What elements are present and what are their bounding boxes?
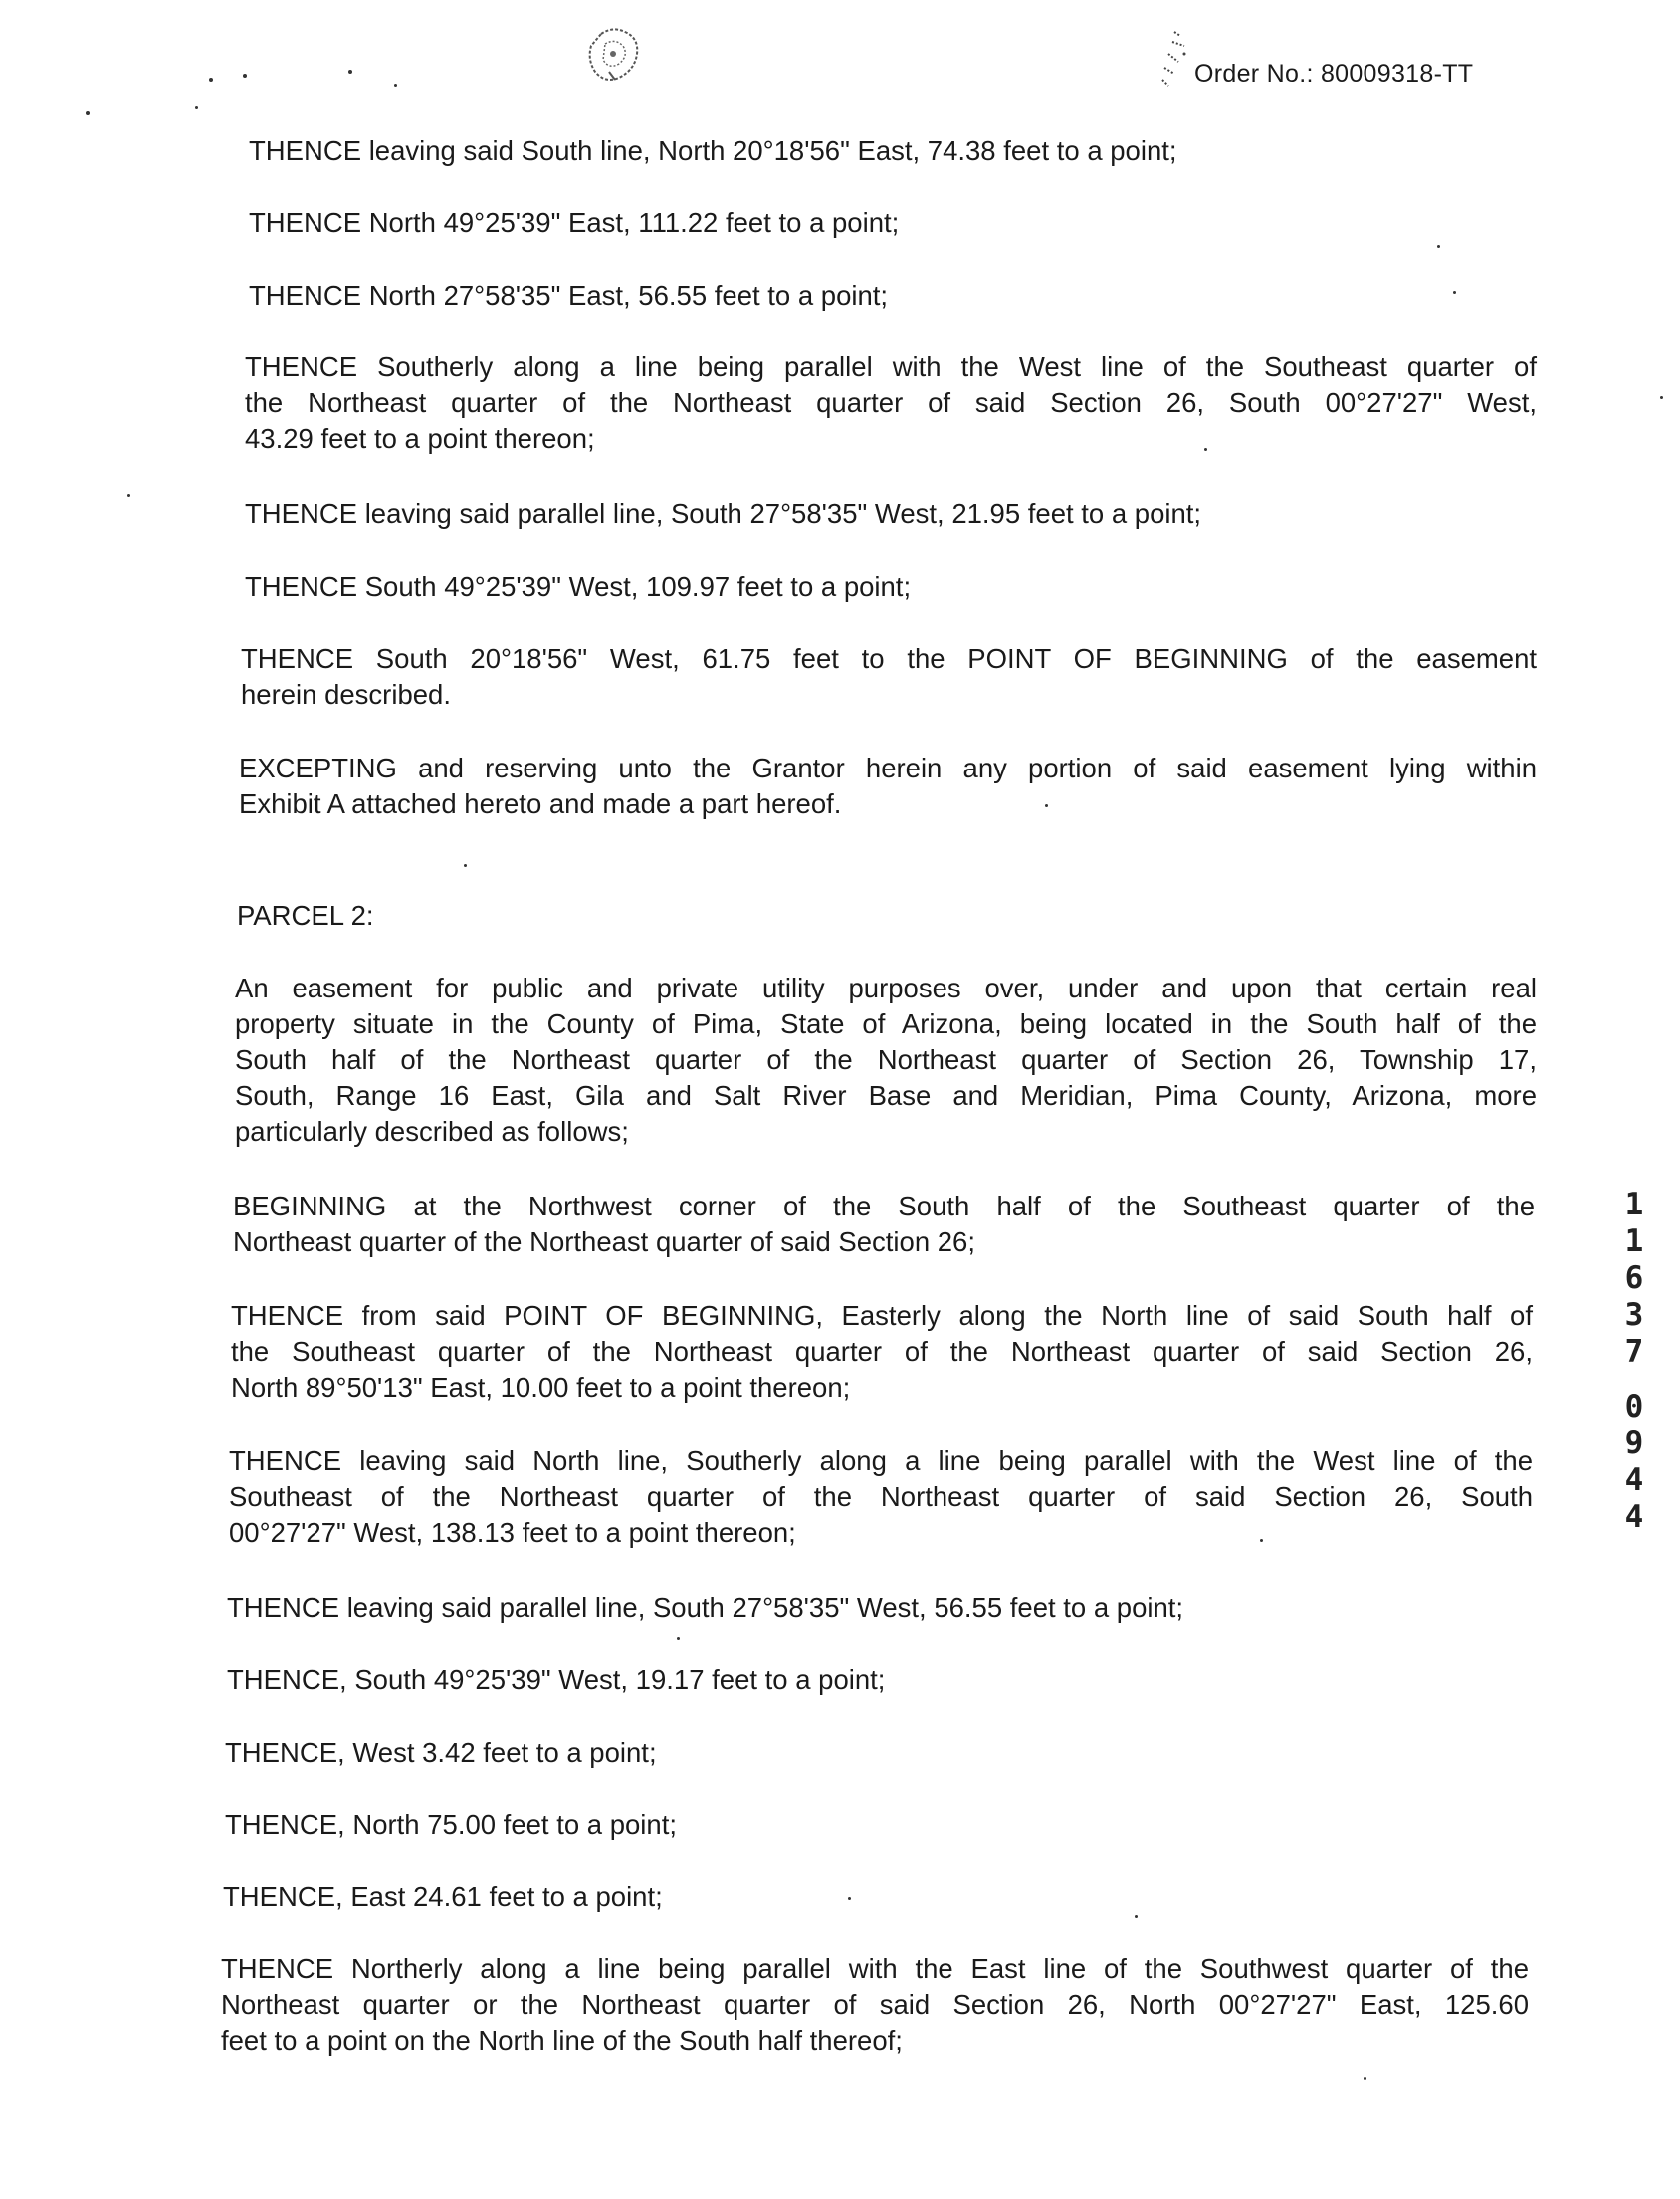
scan-speck xyxy=(1364,2077,1366,2080)
paragraph-line: Southeast of the Northeast quarter of the Northeast quarter of said Section 26, South xyxy=(229,1481,1533,1512)
stamp-digit: 4 xyxy=(1624,1462,1644,1498)
paragraph-line: Exhibit A attached hereto and made a part hereof. xyxy=(239,788,842,819)
stamp-digit: 3 xyxy=(1624,1297,1644,1333)
scan-speck xyxy=(348,70,352,74)
scan-speck xyxy=(1437,245,1440,248)
recording-number-stamp xyxy=(1614,1187,1654,1536)
paragraph-easement-description xyxy=(235,971,1537,1150)
paragraph-course-8 xyxy=(231,1298,1533,1406)
paragraph-line: Northeast quarter or the Northeast quarter of said Section 26, North 00°27'27" East, 125.60 xyxy=(221,1989,1529,2020)
paragraph-beginning xyxy=(233,1189,1535,1260)
paragraph-line: An easement for public and private utility purposes over, under and upon that certain real xyxy=(235,973,1537,1003)
scan-speck xyxy=(1453,291,1456,294)
scan-speck xyxy=(86,111,90,115)
paragraph-line: the Southeast quarter of the Northeast quarter of the Northeast quarter of said Section 26, xyxy=(231,1336,1533,1367)
paragraph-line: 43.29 feet to a point thereon; xyxy=(245,423,595,454)
paragraph-course-3: THENCE North 27°58'35" East, 56.55 feet to a point; xyxy=(249,280,889,311)
stamp-digit: 6 xyxy=(1624,1260,1644,1296)
paragraph-course-9 xyxy=(229,1443,1533,1551)
order-number: Order No.: 80009318-TT xyxy=(1194,60,1474,88)
scan-speck xyxy=(464,864,467,867)
scan-speck xyxy=(1135,1915,1138,1918)
stamp-gap xyxy=(1614,1371,1654,1389)
paragraph-course-10: THENCE leaving said parallel line, South 27°58'35" West, 56.55 feet to a point; xyxy=(227,1592,1184,1623)
paragraph-line: Northeast quarter of the Northeast quarter of said Section 26; xyxy=(233,1226,975,1257)
paragraph-course-1: THENCE leaving said South line, North 20°18'56" East, 74.38 feet to a point; xyxy=(249,135,1177,166)
paragraph-course-11: THENCE, South 49°25'39" West, 19.17 feet to a point; xyxy=(227,1664,886,1695)
paragraph-course-4 xyxy=(245,349,1537,457)
paragraph-line: THENCE Southerly along a line being parallel with the West line of the Southeast quarter of xyxy=(245,351,1537,382)
paragraph-line: property situate in the County of Pima, State of Arizona, being located in the South half of the xyxy=(235,1008,1537,1039)
paragraph-line: the Northeast quarter of the Northeast quarter of said Section 26, South 00°27'27" West, xyxy=(245,387,1537,418)
scan-speck xyxy=(195,106,198,109)
paragraph-course-7 xyxy=(241,641,1537,713)
scan-speck xyxy=(127,494,130,497)
paragraph-course-12: THENCE, West 3.42 feet to a point; xyxy=(225,1737,657,1768)
paragraph-line: THENCE South 20°18'56" West, 61.75 feet to the POINT OF BEGINNING of the easement xyxy=(241,643,1537,674)
scan-speck xyxy=(243,74,247,78)
paragraph-course-14: THENCE, East 24.61 feet to a point; xyxy=(223,1881,663,1912)
stamp-digit: 7 xyxy=(1624,1334,1644,1370)
paragraph-line: THENCE Northerly along a line being parallel with the East line of the Southwest quarter of the xyxy=(221,1953,1529,1984)
parcel-heading: PARCEL 2: xyxy=(237,900,374,931)
scan-speck xyxy=(209,78,213,82)
seal-stamp-icon xyxy=(579,26,647,86)
paragraph-course-15 xyxy=(221,1951,1529,2059)
scan-speck xyxy=(394,84,397,87)
paragraph-course-13: THENCE, North 75.00 feet to a point; xyxy=(225,1809,677,1840)
stamp-digit: 9 xyxy=(1624,1426,1644,1461)
paragraph-line: particularly described as follows; xyxy=(235,1116,629,1147)
paragraph-course-2: THENCE North 49°25'39" East, 111.22 feet to a point; xyxy=(249,207,900,238)
paragraph-course-5: THENCE leaving said parallel line, South 27°58'35" West, 21.95 feet to a point; xyxy=(245,498,1202,529)
paragraph-line: 00°27'27" West, 138.13 feet to a point thereon; xyxy=(229,1517,796,1548)
paragraph-line: EXCEPTING and reserving unto the Grantor herein any portion of said easement lying within xyxy=(239,753,1537,783)
paragraph-line: South half of the Northeast quarter of the Northeast quarter of Section 26, Township 17, xyxy=(235,1044,1537,1075)
paragraph-line: BEGINNING at the Northwest corner of the South half of the Southeast quarter of the xyxy=(233,1191,1535,1221)
scan-speck xyxy=(677,1637,680,1640)
paragraph-line: North 89°50'13" East, 10.00 feet to a point thereon; xyxy=(231,1372,851,1403)
stamp-digit: 1 xyxy=(1624,1223,1644,1259)
stamp-digit: 1 xyxy=(1624,1187,1644,1222)
smudge-mark-icon xyxy=(1145,24,1192,94)
scan-speck xyxy=(1660,396,1663,399)
paragraph-line: THENCE leaving said North line, Southerly along a line being parallel with the West line of the xyxy=(229,1445,1533,1476)
scan-speck xyxy=(848,1897,851,1900)
paragraph-line: feet to a point on the North line of the South half thereof; xyxy=(221,2025,903,2056)
stamp-digit: 0 xyxy=(1624,1389,1644,1425)
paragraph-excepting xyxy=(239,751,1537,822)
paragraph-course-6: THENCE South 49°25'39" West, 109.97 feet to a point; xyxy=(245,571,912,602)
paragraph-line: herein described. xyxy=(241,679,451,710)
paragraph-line: THENCE from said POINT OF BEGINNING, Easterly along the North line of said South half of xyxy=(231,1300,1533,1331)
stamp-digit: 4 xyxy=(1624,1499,1644,1535)
paragraph-line: South, Range 16 East, Gila and Salt River Base and Meridian, Pima County, Arizona, more xyxy=(235,1080,1537,1111)
